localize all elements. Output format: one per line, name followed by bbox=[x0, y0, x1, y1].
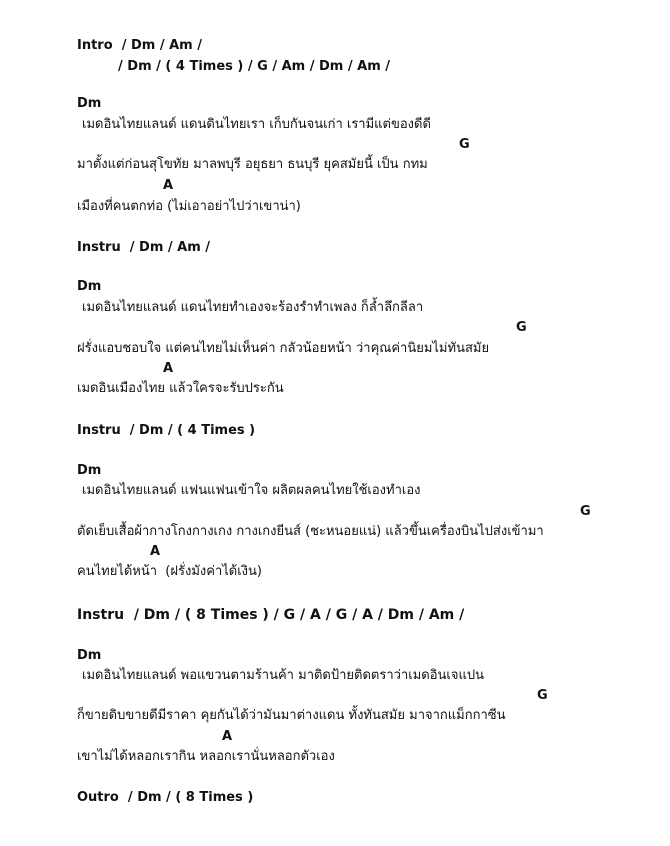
verse1-chord-a: A bbox=[163, 178, 174, 193]
verse1-chord-g: G bbox=[459, 137, 470, 152]
instru-line-2: Instru / Dm / ( 4 Times ) bbox=[77, 423, 256, 438]
verse3-lyric-1: เมดอินไทยแลนด์ แฟนแฟนเข้าใจ ผลิตผลคนไทยใช้เองทำเอง bbox=[82, 483, 421, 498]
verse2-chord-a: A bbox=[163, 361, 174, 376]
verse2-lyric-3: เมดอินเมืองไทย แล้วใครจะรับประกัน bbox=[77, 381, 284, 396]
verse4-lyric-1: เมดอินไทยแลนด์ พอแขวนตามร้านค้า มาติดป้ายติดตราว่าเมดอินเจแปน bbox=[82, 668, 484, 683]
outro-line: Outro / Dm / ( 8 Times ) bbox=[77, 790, 254, 805]
instru-line-3: Instru / Dm / ( 8 Times ) / G / A / G / A / Dm / Am / bbox=[77, 607, 465, 623]
verse3-chord-dm: Dm bbox=[77, 463, 102, 478]
verse2-lyric-2: ฝรั่งแอบชอบใจ แต่คนไทยไม่เห็นค่า กลัวน้อยหน้า ว่าคุณค่านิยมไม่ทันสมัย bbox=[77, 341, 490, 356]
verse4-chord-a: A bbox=[222, 729, 233, 744]
verse1-chord-dm: Dm bbox=[77, 96, 102, 111]
verse4-chord-dm: Dm bbox=[77, 648, 102, 663]
verse4-chord-g: G bbox=[537, 688, 548, 703]
verse3-chord-g: G bbox=[580, 504, 591, 519]
verse2-chord-dm: Dm bbox=[77, 279, 102, 294]
verse2-chord-g: G bbox=[516, 320, 527, 335]
verse1-lyric-1: เมดอินไทยแลนด์ แดนดินไทยเรา เก็บกันจนเก่า เรามีแต่ของดีดี bbox=[82, 117, 431, 132]
verse4-lyric-2: ก็ขายดิบขายดีมีราคา คุยกันได้ว่ามันมาต่างแดน ทั้งทันสมัย มาจากแม็กกาซีน bbox=[77, 708, 506, 723]
verse1-lyric-2: มาตั้งแต่ก่อนสุโขทัย มาลพบุรี อยุธยา ธนบุรี ยุคสมัยนี้ เป็น กทม bbox=[77, 157, 428, 172]
verse4-lyric-3: เขาไม่ได้หลอกเรากิน หลอกเรานั่นหลอกตัวเอง bbox=[77, 749, 335, 764]
verse2-lyric-1: เมดอินไทยแลนด์ แดนไทยทำเองจะร้องรำทำเพลง ก็ล้ำลึกลีลา bbox=[82, 300, 424, 315]
verse1-lyric-3: เมืองที่คนตกท่อ (ไม่เอาอย่าไปว่าเขาน่า) bbox=[77, 199, 301, 214]
intro-line-2: / Dm / ( 4 Times ) / G / Am / Dm / Am / bbox=[118, 59, 391, 74]
verse3-lyric-2: ตัดเย็บเสื้อผ้ากางโกงกางเกง กางเกงยีนส์ (ชะหนอยแน่) แล้วขึ้นเครื่องบินไปส่งเข้ามา bbox=[77, 524, 544, 539]
intro-line-1: Intro / Dm / Am / bbox=[77, 38, 202, 53]
verse3-lyric-3: คนไทยได้หน้า (ฝรั่งมังค่าได้เงิน) bbox=[77, 564, 262, 579]
verse3-chord-a: A bbox=[150, 544, 161, 559]
instru-line-1: Instru / Dm / Am / bbox=[77, 240, 211, 255]
